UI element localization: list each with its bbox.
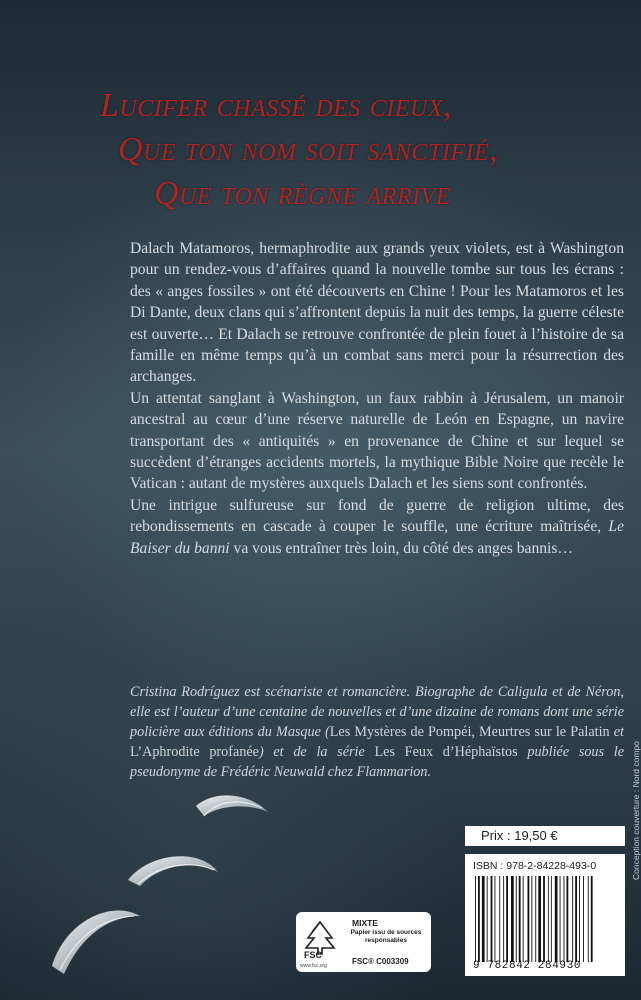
price-label: Prix : 19,50 € (465, 826, 625, 846)
feather-middle (128, 856, 218, 886)
fsc-code: FSC® C003309 (352, 957, 409, 966)
synopsis-paragraph-3 (130, 495, 624, 559)
tagline-line-1: Lucifer chassé des cieux, (100, 87, 453, 124)
synopsis-p3-end: va vous entraîner très loin, du côté des anges bannis… (229, 539, 574, 557)
fsc-label (296, 912, 431, 972)
tagline-line-2: Que ton nom soit sanctifié, (118, 131, 499, 168)
feather-bottom (52, 911, 140, 974)
fsc-description: Papier issu de sources responsables (350, 929, 422, 944)
bio-text-4: publiée sous le pseudonyme de Frédéric Neuwald chez Flammarion. (130, 744, 624, 780)
synopsis-paragraph-2: Un attentat sanglant à Washington, un faux rabbin à Jérusalem, un manoir ancestral au cœur d’une réserve naturelle de León en Espagne, un navire transportant des « antiquités » en provenance de Chine et sur lequel se succèdent d’étranges accidents mortels, la mythique Bible Noire que recèle le Vatican : autant de mystères auxquels Dalach et les siens sont confrontés. (130, 389, 624, 493)
bio-title-2: L’Aphrodite profanée (130, 744, 259, 760)
synopsis-paragraph-1: Dalach Matamoros, hermaphrodite aux grands yeux violets, est à Washington pour un rendez-vous d’affaires quand la nouvelle tombe sur tous les écrans : des « anges fossiles » ont été découverts en Chine ! Pour les Matamoros et les Di Dante, deux clans qui s’affrontent depuis la nuit des temps, la guerre céleste est ouverte… Et Dalach se retrouve confrontée de plein fouet à l’histoire de sa famille en même temps qu’à un combat sans merci pour la résurrection des archanges. (130, 240, 624, 386)
barcode-panel (465, 854, 625, 976)
bio-title-3: Les Feux d’Héphaïstos (374, 744, 518, 760)
barcode-digits: 9 782842 284930 (473, 960, 582, 972)
isbn-text: ISBN : 978-2-84228-493-0 (473, 860, 597, 872)
bio-text-2: et (609, 724, 624, 740)
synopsis (130, 238, 624, 559)
book-title: Le Baiser du banni (130, 518, 624, 557)
fsc-website: www.fsc.org (300, 963, 327, 969)
cover-credit: Conception couverture : Nord compo (631, 741, 641, 880)
synopsis-p3-start: Une intrigue sulfureuse sur fond de guerre de religion ultime, des rebondissements en cascade à couper le souffle, une écriture maîtrisée, (130, 496, 624, 536)
barcode-icon (473, 876, 617, 962)
feather-top (196, 795, 268, 816)
tagline-line-3: Que ton règne arrive (154, 175, 451, 212)
bio-title-1: Les Mystères de Pompéi, Meurtres sur le Palatin (329, 724, 610, 740)
fsc-mixte: MIXTE (352, 918, 378, 928)
bio-text-3: ) et de la série (258, 744, 375, 760)
fsc-logo-text: FSC (304, 950, 322, 960)
tagline (100, 84, 620, 216)
bio-text-1: Cristina Rodríguez est scénariste et romancière. Biographe de Caligula et de Néron, elle est l’auteur d’une centaine de nouvelles et d’une dizaine de romans dont une série policière aux éditions du Masque ( (130, 684, 624, 740)
